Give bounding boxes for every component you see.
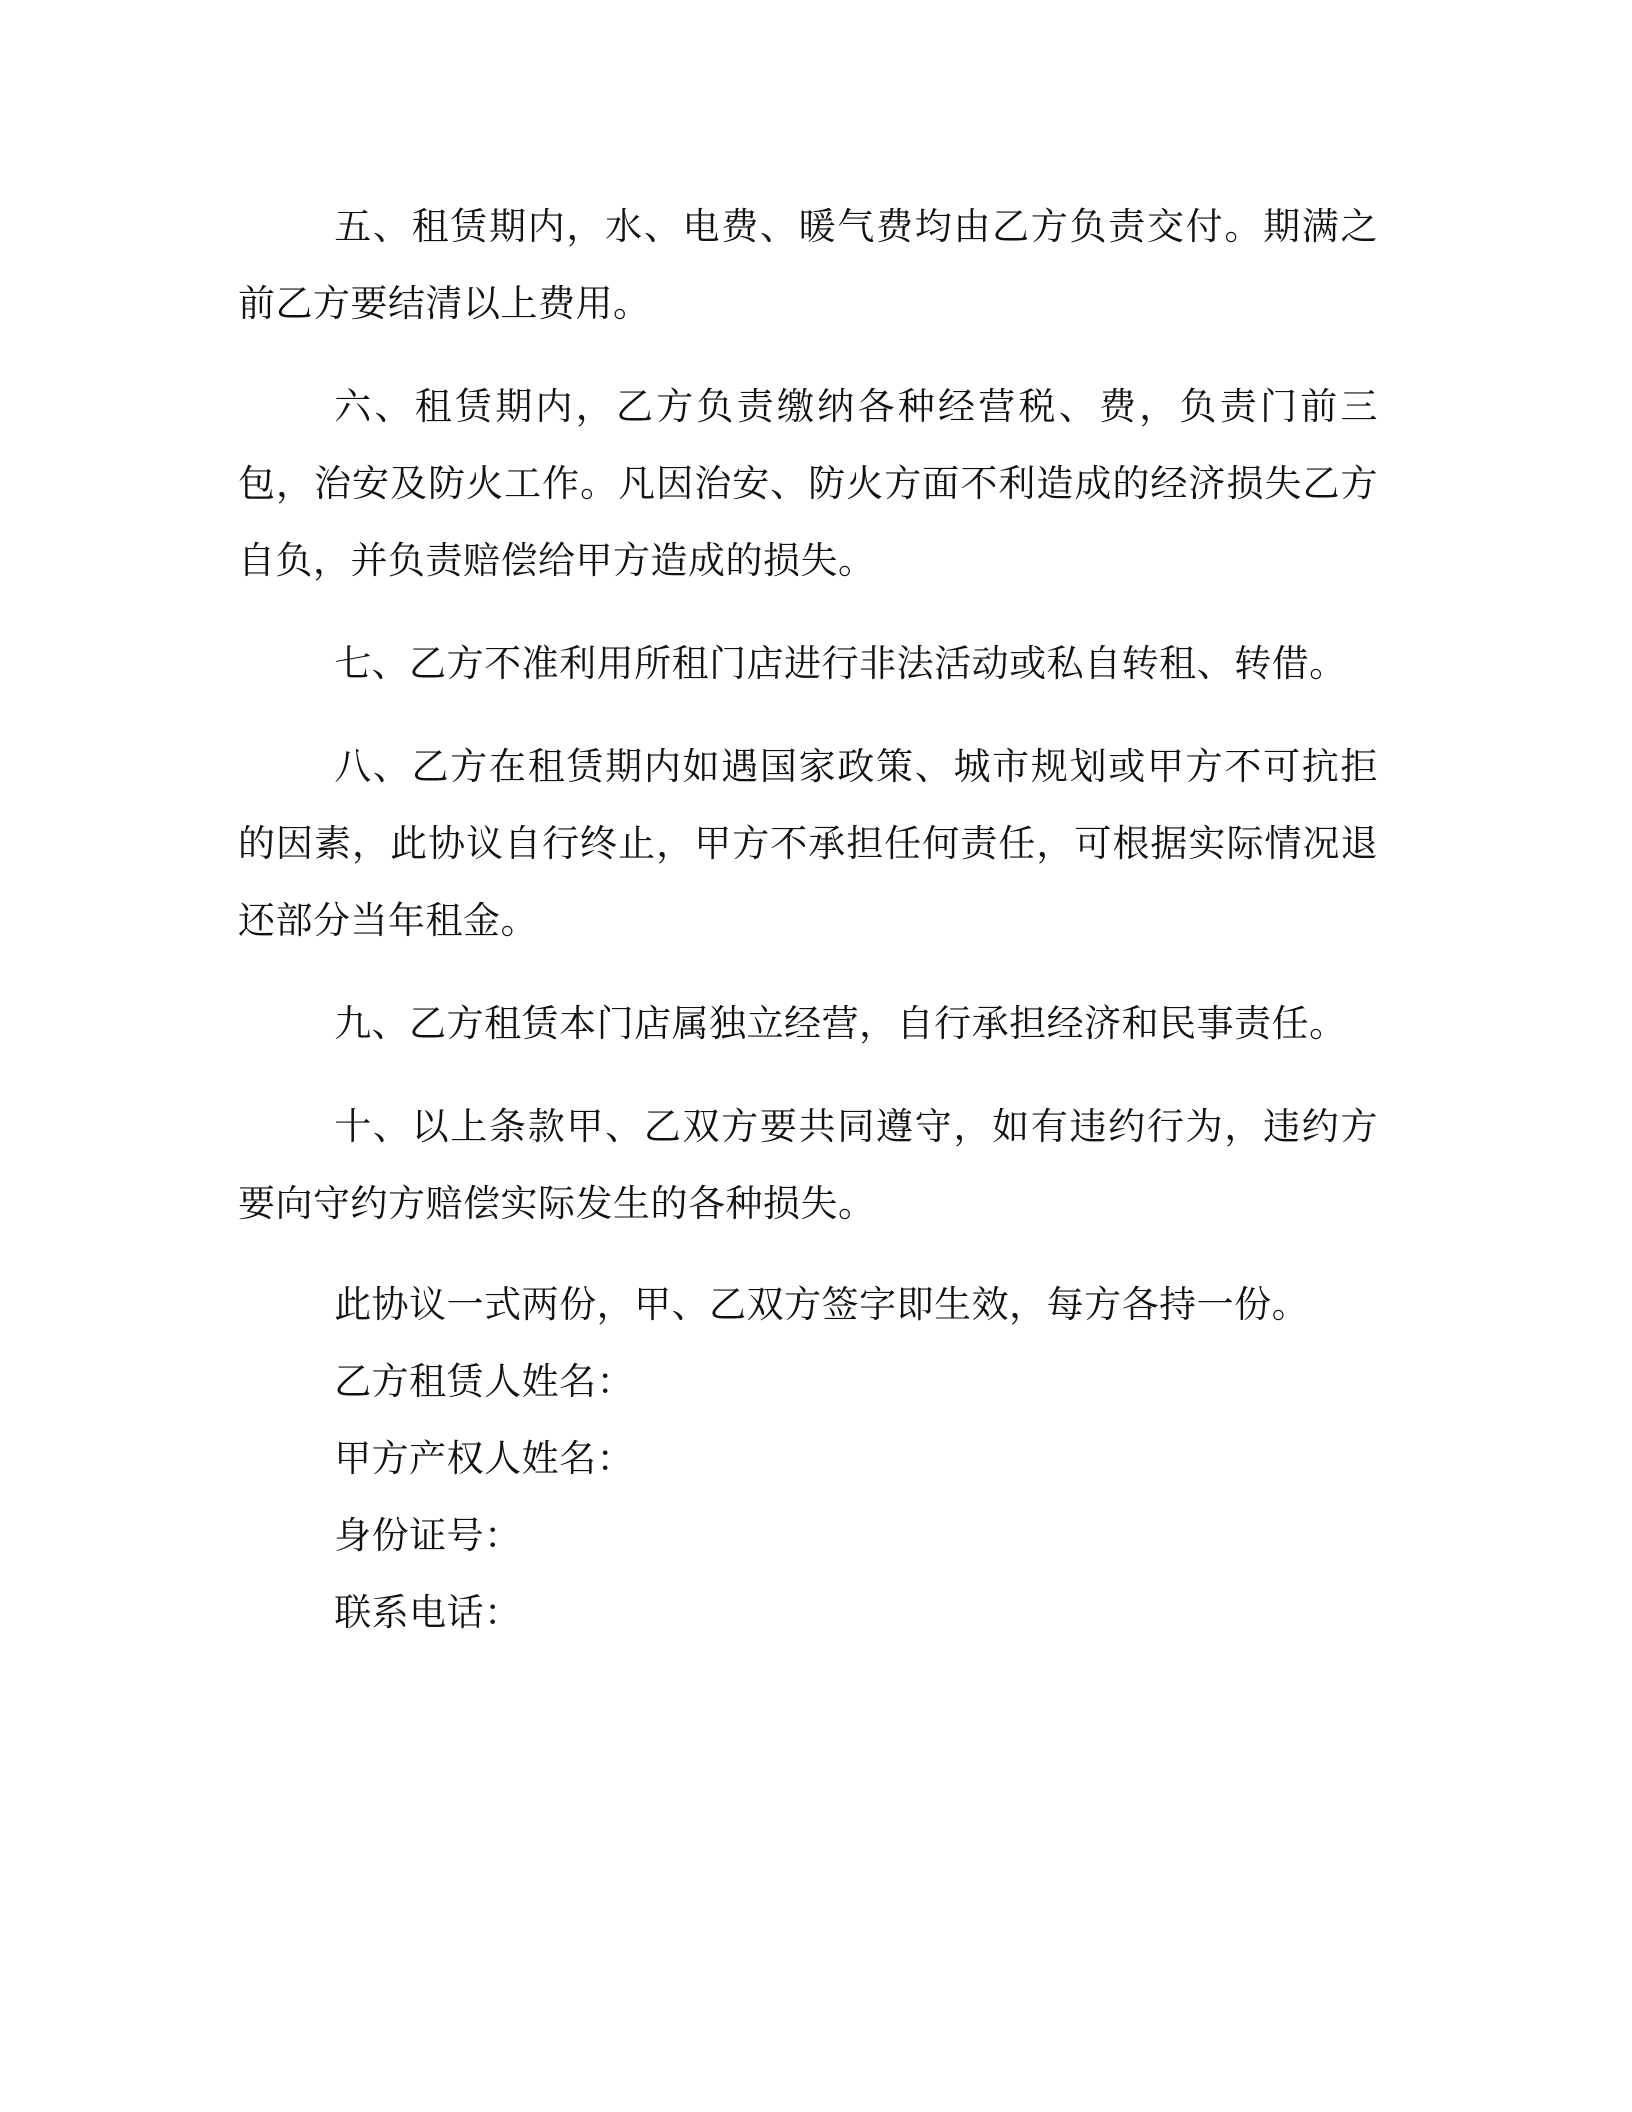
phone-label: 联系电话： (334, 1591, 522, 1634)
agreement-copies-note: 此协议一式两份，甲、乙双方签字即生效，每方各持一份。 (334, 1283, 1310, 1326)
clause-six: 六、租赁期内，乙方负责缴纳各种经营税、费，负责门前三包，治安及防火工作。凡因治安、防火方面不利造成的经济损失乙方自负，并负责赔偿给甲方造成的损失。 (238, 385, 1378, 582)
lessee-name-label: 乙方租赁人姓名： (334, 1360, 635, 1403)
clause-eight: 八、乙方在租赁期内如遇国家政策、城市规划或甲方不可抗拒的因素，此协议自行终止，甲方不承担任何责任，可根据实际情况退还部分当年租金。 (238, 745, 1378, 942)
clause-ten: 十、以上条款甲、乙双方要共同遵守，如有违约行为，违约方要向守约方赔偿实际发生的各种损失。 (238, 1105, 1378, 1225)
owner-name-label: 甲方产权人姓名： (334, 1437, 635, 1480)
document-body (238, 188, 1378, 1651)
clause-seven: 七、乙方不准利用所租门店进行非法活动或私自转租、转借。 (334, 642, 1347, 685)
id-number-label: 身份证号： (334, 1514, 522, 1557)
clause-nine: 九、乙方租赁本门店属独立经营，自行承担经济和民事责任。 (334, 1002, 1347, 1045)
clause-five: 五、租赁期内，水、电费、暖气费均由乙方负责交付。期满之前乙方要结清以上费用。 (238, 205, 1378, 325)
